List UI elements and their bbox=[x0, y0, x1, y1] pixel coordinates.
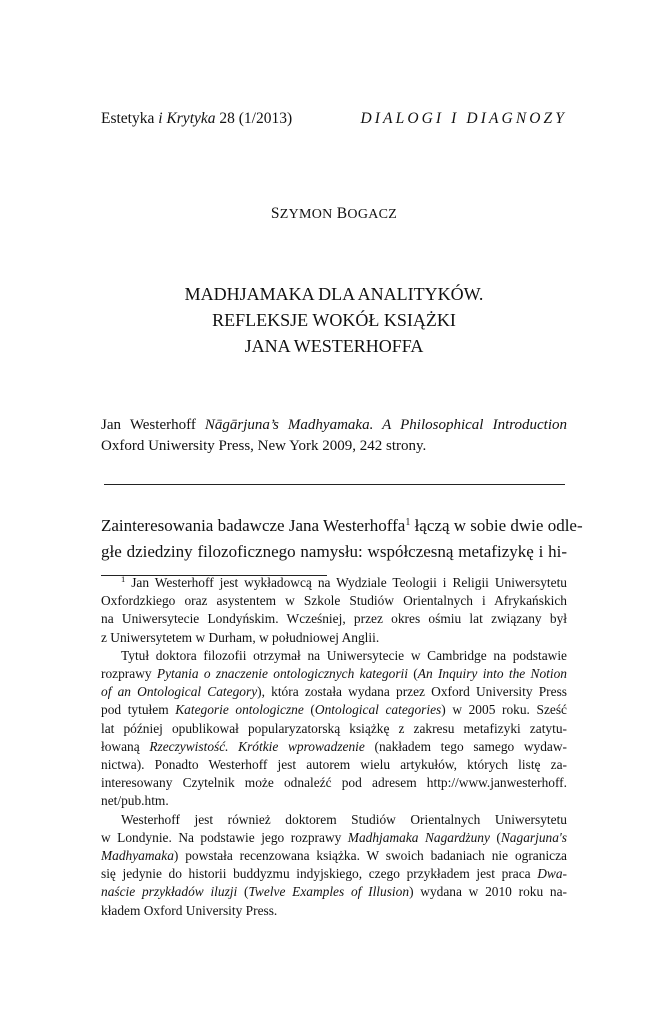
footnote-line: w Londynie. Na podstawie jego rozprawy Madhjamaka Nagardżuny (Nagarjuna's bbox=[101, 829, 567, 845]
reviewed-book-citation bbox=[101, 415, 567, 457]
footnote-line: interesowany Czytelnik może odnaleźć pod adresem http://www.janwesterhoff. bbox=[101, 775, 567, 791]
body-line-2: głe dziedziny filozoficznego namysłu: współczesną metafizykę i hi- bbox=[101, 542, 567, 561]
body-line-1: Zainteresowania badawcze Jana Westerhoffa$^1$ łączą w sobie dwie odle- bbox=[101, 516, 583, 535]
body-text bbox=[101, 513, 583, 565]
citation-line-1: Jan Westerhoff Nāgārjuna’s Madhyamaka. A Philosophical Introduction bbox=[101, 417, 568, 433]
section-name: DIALOGI I DIAGNOZY bbox=[360, 110, 567, 127]
footnote-line: Tytuł doktora filozofii otrzymał na Uniwersytecie w Cambridge na podstawie bbox=[121, 647, 567, 663]
footnote-line: łowaną Rzeczywistość. Krótkie wprowadzenie (nakładem tego samego wydaw- bbox=[101, 738, 567, 754]
title-line-1: MADHJAMAKA DLA ANALITYKÓW. bbox=[184, 284, 484, 304]
footnote-line: of an Ontological Category), która została wydana przez Oxford University Press bbox=[101, 684, 567, 700]
citation-line-2: Oxford Uniwersity Press, New York 2009, 242 strony. bbox=[101, 438, 427, 454]
footnote-line: Oxfordzkiego oraz asystentem w Szkole Studiów Orientalnych i Afrykańskich bbox=[101, 593, 567, 609]
footnote-line: $^1$ Jan Westerhoff jest wykładowcą na Wydziale Teologii i Religii Uniwersytetu bbox=[121, 574, 567, 590]
footnote-line: lat później opublikował popularyzatorską książkę z zakresu metafizyki zatytu- bbox=[101, 720, 567, 736]
footnote-line: naście przykładów iluzji (Twelve Examples of Illusion) wydana w 2010 roku na- bbox=[101, 884, 567, 900]
article-title bbox=[0, 281, 668, 359]
footnote-marker: 1 bbox=[121, 574, 126, 584]
title-line-2: REFLEKSJE WOKÓŁ KSIĄŻKI bbox=[212, 310, 456, 330]
section-divider bbox=[104, 484, 565, 485]
article-author: SZYMON BOGACZ bbox=[270, 205, 398, 222]
footnote-line: kładem Oxford University Press. bbox=[101, 902, 278, 918]
journal-citation: Estetyka i Krytyka 28 (1/2013) bbox=[101, 110, 293, 127]
footnote-line: Westerhoff jest również doktorem Studiów Orientalnych Uniwersytetu bbox=[121, 811, 567, 827]
title-line-3: JANA WESTERHOFFA bbox=[244, 336, 424, 356]
footnote bbox=[101, 574, 567, 920]
footnote-line: rozprawy Pytania o znaczenie ontologicznych kategorii (An Inquiry into the Notion bbox=[101, 666, 567, 682]
footnote-line: się jedynie do historii buddyzmu indyjskiego, czego przykładem jest praca Dwa- bbox=[101, 866, 567, 882]
footnote-line: Madhyamaka) powstała recenzowana książka. W swoich badaniach nie ogranicza bbox=[101, 848, 567, 864]
footnote-line: pod tytułem Kategorie ontologiczne (Ontological categories) w 2005 roku. Sześć bbox=[101, 702, 567, 718]
footnote-line: net/pub.htm. bbox=[101, 793, 169, 809]
footnote-reference: 1 bbox=[405, 517, 411, 528]
footnote-line: nictwa). Ponadto Westerhoff jest autorem wielu artykułów, których listę za- bbox=[101, 757, 567, 773]
footnote-line: z Uniwersytetem w Durham, w południowej Anglii. bbox=[101, 629, 380, 645]
footnote-line: na Uniwersytecie Londyńskim. Wcześniej, przez okres ośmiu lat związany był bbox=[101, 611, 567, 627]
running-header bbox=[101, 110, 567, 132]
